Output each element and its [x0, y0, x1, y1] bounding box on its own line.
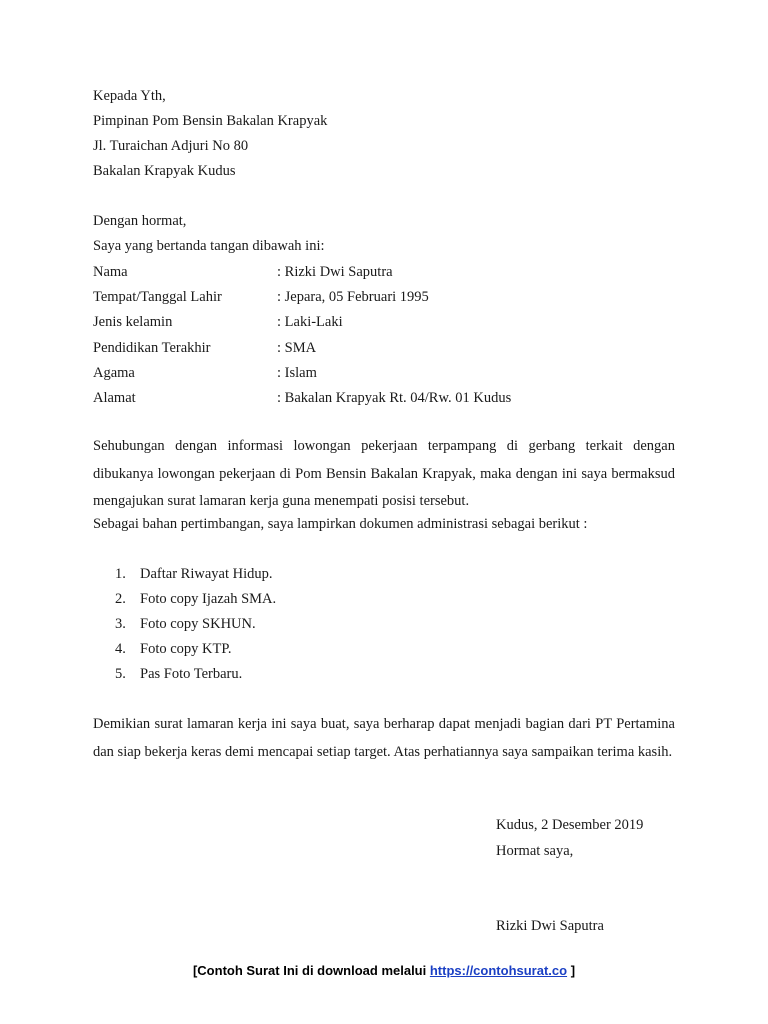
recipient-line-2: Pimpinan Pom Bensin Bakalan Krapyak — [93, 113, 328, 129]
signatory-name: Rizki Dwi Saputra — [496, 918, 604, 934]
field-value: : Bakalan Krapyak Rt. 04/Rw. 01 Kudus — [277, 389, 512, 406]
field-row-birth — [93, 285, 675, 310]
field-label: Nama — [93, 264, 128, 280]
footer-text: [Contoh Surat Ini di download melalui — [192, 963, 430, 978]
footer-close: ] — [567, 963, 576, 978]
field-row-name — [93, 260, 675, 285]
field-label: Alamat — [93, 389, 136, 406]
closing-salutation: Hormat saya, — [496, 842, 574, 859]
list-number: 2. — [115, 591, 126, 607]
signature-block — [496, 813, 643, 864]
field-label: Agama — [93, 364, 135, 381]
list-number: 3. — [115, 616, 126, 632]
field-row-education — [93, 336, 675, 361]
body-paragraph-1: Sehubungan dengan informasi lowongan pekerjaan terpampang di gerbang terkait dengan dibukanya lowongan pekerjaan di Pom Bensin Bakalan Krapyak, maka dengan ini saya bermaksud mengajukan surat lamaran kerja guna menempati posisi tersebut. — [93, 438, 675, 509]
field-label: Tempat/Tanggal Lahir — [93, 289, 222, 306]
greeting: Dengan hormat, — [93, 213, 187, 229]
opening — [93, 209, 675, 259]
field-value: : Islam — [277, 364, 317, 381]
field-label: Pendidikan Terakhir — [93, 339, 211, 356]
body-paragraph-closing: Demikian surat lamaran kerja ini saya buat, saya berharap dapat menjadi bagian dari PT Pertamina dan siap bekerja keras demi mencapai setiap target. Atas perhatiannya saya sampaikan terima kasih. — [93, 716, 675, 760]
download-footer — [0, 963, 768, 978]
signature-name-block — [496, 914, 604, 940]
applicant-details — [93, 260, 675, 411]
list-text: Foto copy Ijazah SMA. — [140, 591, 277, 607]
field-row-gender — [93, 310, 675, 335]
place-date: Kudus, 2 Desember 2019 — [496, 817, 644, 833]
list-number: 1. — [115, 566, 126, 582]
recipient-line-1: Kepada Yth, — [93, 88, 166, 104]
list-text: Foto copy KTP. — [140, 641, 232, 657]
recipient-address — [93, 84, 675, 184]
field-value: : Rizki Dwi Saputra — [277, 264, 393, 280]
footer-link[interactable]: https://contohsurat.co — [429, 963, 568, 978]
recipient-line-3: Jl. Turaichan Adjuri No 80 — [93, 138, 249, 154]
list-text: Foto copy SKHUN. — [140, 616, 256, 632]
field-value: : SMA — [277, 339, 317, 356]
list-number: 5. — [115, 666, 126, 682]
recipient-line-4: Bakalan Krapyak Kudus — [93, 163, 236, 179]
list-text: Pas Foto Terbaru. — [140, 666, 243, 682]
field-label: Jenis kelamin — [93, 314, 173, 331]
field-value: : Laki-Laki — [277, 314, 343, 331]
field-row-address — [93, 386, 675, 411]
field-value: : Jepara, 05 Februari 1995 — [277, 289, 429, 306]
list-text: Daftar Riwayat Hidup. — [140, 566, 273, 582]
field-row-religion — [93, 361, 675, 386]
intro-line: Saya yang bertanda tangan dibawah ini: — [93, 238, 325, 254]
list-number: 4. — [115, 641, 126, 657]
body-paragraph-attachments-intro: Sebagai bahan pertimbangan, saya lampirkan dokumen administrasi sebagai berikut : — [93, 516, 588, 532]
